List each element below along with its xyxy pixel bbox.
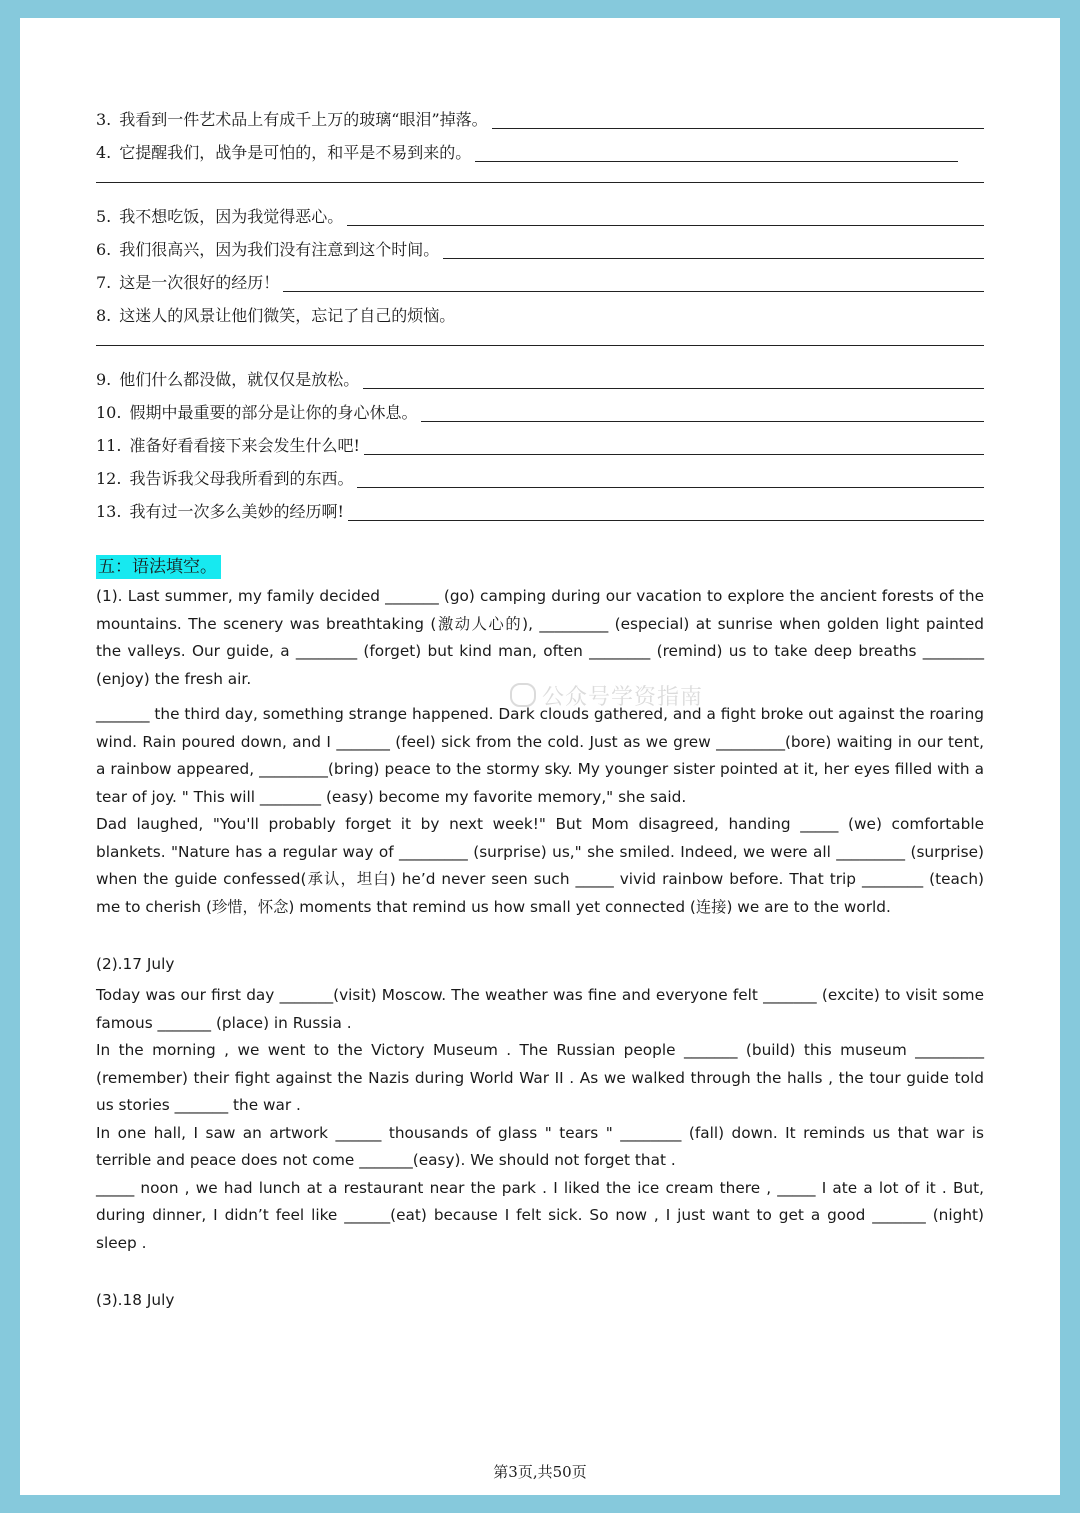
chinese-sentence: 假期中最重要的部分是让你的身心休息。 [129, 403, 418, 422]
chinese-sentence: 他们什么都没做，就仅仅是放松。 [119, 370, 360, 389]
item-number: 5. [96, 207, 112, 226]
answer-line[interactable] [96, 181, 984, 183]
answer-blank[interactable] [363, 372, 984, 389]
item-number: 12. [96, 469, 122, 488]
answer-blank[interactable] [475, 145, 958, 162]
translation-item [96, 271, 984, 295]
chinese-sentence: 我们很高兴，因为我们没有注意到这个时间。 [119, 240, 440, 259]
answer-blank[interactable] [492, 112, 984, 129]
item-number: 8. [96, 306, 112, 325]
answer-blank[interactable] [283, 275, 984, 292]
item-number: 11. [96, 436, 122, 455]
translation-item [96, 304, 984, 328]
item-number: 3. [96, 110, 112, 129]
item-number: 10. [96, 403, 122, 422]
answer-blank[interactable] [443, 242, 984, 259]
chinese-sentence: 它提醒我们，战争是可怕的，和平是不易到来的。 [119, 143, 472, 162]
translation-item [96, 368, 984, 392]
chinese-sentence: 我告诉我父母我所看到的东西。 [129, 469, 354, 488]
translation-item [96, 401, 984, 425]
passage-1-paragraph: (1). Last summer, my family decided _______ (go) camping during our vacation to explore the ancient forests of the mountains. The scenery was breathtaking (激动人心的), _________ (especial) at sunrise when golden light painted the valleys. Our guide, a ________ (forget) but kind man, often ________ (remind) us to take deep breaths ________ (enjoy) the fresh air. [96, 587, 984, 688]
answer-blank[interactable] [347, 209, 984, 226]
translation-item [96, 434, 984, 458]
page-content [96, 108, 984, 1314]
translation-item [96, 500, 984, 524]
translation-item [96, 205, 984, 229]
answer-blank[interactable] [364, 438, 984, 455]
passage-2-paragraph: _____ noon , we had lunch at a restaurant near the park . I liked the ice cream there , _____ I ate a lot of it . But, during dinner, I didn’t feel like ______(eat) because I felt sick. So now , I just want to get a good _______ (night) sleep . [96, 1178, 984, 1252]
passage-3-date: (3).18 July [96, 1291, 175, 1309]
chinese-sentence: 这是一次很好的经历！ [119, 273, 280, 292]
page-number: 第3页,共50页 [493, 1463, 587, 1481]
item-number: 13. [96, 502, 122, 521]
translation-item [96, 467, 984, 491]
translation-item [96, 238, 984, 262]
chinese-sentence: 我看到一件艺术品上有成千上万的玻璃“眼泪”掉落。 [119, 110, 488, 129]
passage-2-paragraph: In one hall, I saw an artwork ______ thousands of glass " tears " ________ (fall) down. It reminds us that war is terrible and peace does not come _______(easy). We should not forget that . [96, 1123, 984, 1169]
passage-1-paragraph: Dad laughed, "You'll probably forget it by next week!" But Mom disagreed, handing _____ (we) comfortable blankets. "Nature has a regular way of _________ (surprise) us," she smiled. Indeed, we were all _________ (surprise) when the guide confessed(承认，坦白) he’d never seen such _____ vivid rainbow before. That trip ________ (teach) me to cherish (珍惜，怀念) moments that remind us how small yet connected (连接) we are to the world. [96, 815, 984, 916]
answer-blank[interactable] [348, 504, 984, 521]
section-title: 五：语法填空。 [96, 555, 221, 579]
watermark-text: 公众号学资指南 [542, 685, 704, 710]
answer-blank[interactable] [357, 471, 984, 488]
item-number: 7. [96, 273, 112, 292]
passage-2-paragraph: In the morning , we went to the Victory Museum . The Russian people _______ (build) this museum _________ (remember) their fight against the Nazis during World War II . As we walked through the halls , the tour guide told us stories _______ the war . [96, 1041, 984, 1114]
translation-item [96, 108, 984, 132]
passage-2-date: (2).17 July [96, 955, 175, 973]
answer-line[interactable] [96, 344, 984, 346]
translation-item [96, 141, 984, 165]
passage-1-paragraph: _______ the third day, something strange happened. Dark clouds gathered, and a fight broke out against the roaring wind. Rain poured down, and I _______ (feel) sick from the cold. Just as we grew _________(bore) waiting in our tent, a rainbow appeared, _________(bring) peace to the stormy sky. My younger sister pointed at it, her eyes filled with a tear of joy. " This will ________ (easy) become my favorite memory," she said. [96, 705, 984, 806]
document-page [20, 18, 1060, 1495]
passage-2-paragraph: Today was our first day _______(visit) Moscow. The weather was fine and everyone felt _______ (excite) to visit some famous _______ (place) in Russia . [96, 986, 984, 1032]
answer-blank[interactable] [421, 405, 984, 422]
item-number: 9. [96, 370, 112, 389]
chinese-sentence: 我有过一次多么美妙的经历啊! [129, 502, 344, 521]
chinese-sentence: 这迷人的风景让他们微笑，忘记了自己的烦恼。 [119, 306, 456, 325]
chinese-sentence: 我不想吃饭，因为我觉得恶心。 [119, 207, 344, 226]
chinese-sentence: 准备好看看接下来会发生什么吧! [129, 436, 360, 455]
item-number: 6. [96, 240, 112, 259]
item-number: 4. [96, 143, 112, 162]
